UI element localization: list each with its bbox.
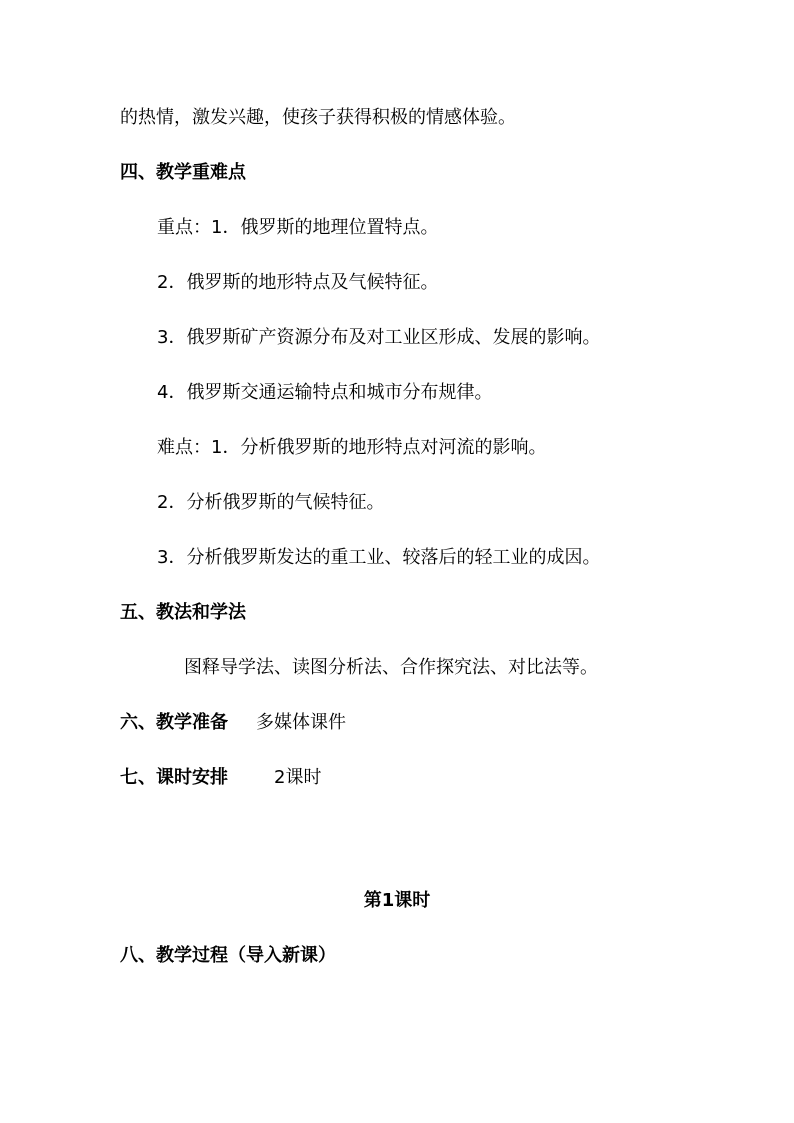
section-7-heading: 七、课时安排	[120, 767, 228, 788]
section-6-line	[120, 711, 346, 735]
section-5-content: 图释导学法、读图分析法、合作探究法、对比法等。	[184, 657, 598, 678]
key-point-2: 2．俄罗斯的地形特点及气候特征。	[157, 272, 439, 293]
difficulty-1-text: 1．分析俄罗斯的地形特点对河流的影响。	[211, 437, 547, 458]
key-point-1-text: 1．俄罗斯的地理位置特点。	[211, 217, 439, 238]
key-point-4: 4．俄罗斯交通运输特点和城市分布规律。	[157, 382, 493, 403]
section-4-heading: 四、教学重难点	[120, 162, 246, 183]
section-6-heading: 六、教学准备	[120, 712, 228, 733]
difficulties-label: 难点：	[157, 437, 211, 458]
key-point-1	[157, 216, 438, 240]
section-7-line	[120, 766, 321, 790]
section-5-heading: 五、教法和学法	[120, 602, 246, 623]
section-8-heading: 八、教学过程（导入新课）	[120, 945, 336, 966]
intro-line: 的热情，激发兴趣，使孩子获得积极的情感体验。	[120, 107, 516, 128]
key-point-3: 3．俄罗斯矿产资源分布及对工业区形成、发展的影响。	[157, 327, 601, 348]
difficulty-3: 3．分析俄罗斯发达的重工业、较落后的轻工业的成因。	[157, 547, 601, 568]
difficulty-1	[157, 436, 546, 460]
difficulty-2: 2．分析俄罗斯的气候特征。	[157, 492, 385, 513]
section-7-content: 2课时	[274, 767, 322, 788]
lesson-title: 第1课时	[363, 890, 431, 911]
section-6-content: 多媒体课件	[256, 712, 346, 733]
key-points-label: 重点：	[157, 217, 211, 238]
